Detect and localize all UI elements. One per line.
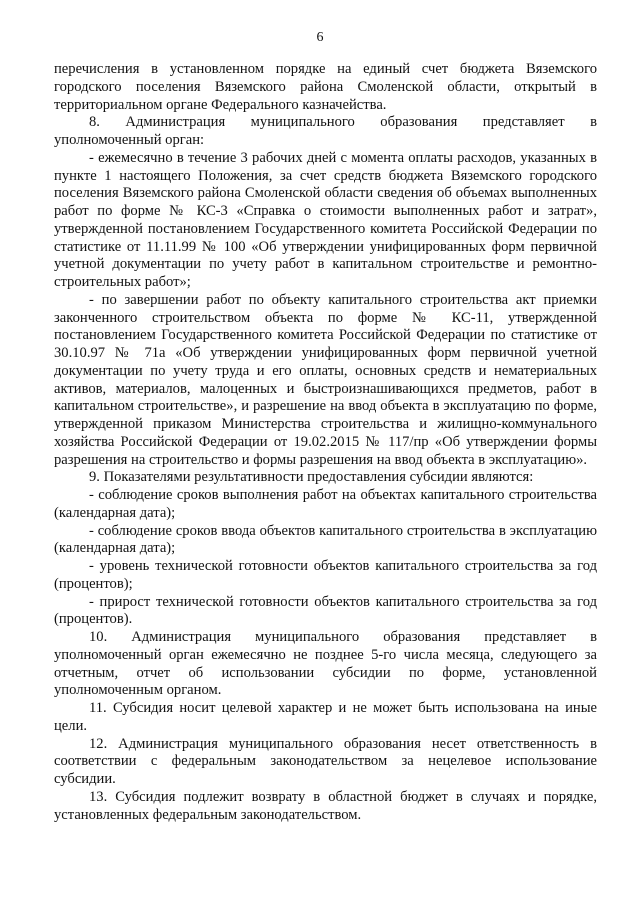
list-item-completion-act: - по завершении работ по объекту капитального строительства акт приемки законченного строительством объекта по форме № КС-11, утвержденной постановлением Государственного комитета Российской Федерации по статистике от 30.10.97 № 71а «Об утверждении унифицированных форм первичной учетной документации по учету труда и его оплаты, основных средств и нематериальных активов, материалов, малоценных и быстроизнашивающихся предметов, работ в капитальном строительстве», и разрешение на ввод объекта в эксплуатацию по форме, утвержденной приказом Министерства строительства и жилищно-коммунального хозяйства Российской Федерации от 19.02.2015 № 117/пр «Об утверждении формы разрешения на строительство и формы разрешения на ввод объекта в эксплуатацию». xyxy=(54,291,597,468)
list-item-readiness-level: - уровень технической готовности объектов капитального строительства за год (процентов); xyxy=(54,558,597,592)
list-item-work-deadlines: - соблюдение сроков выполнения работ на объектах капитального строительства (календарная дата); xyxy=(54,487,597,521)
list-item-monthly-report: - ежемесячно в течение 3 рабочих дней с момента оплаты расходов, указанных в пункте 1 настоящего Положения, за счет средств бюджета Вяземского городского поселения Вяземского района Смоленской области сведения об объемах выполненных работ по форме № КС-3 «Справка о стоимости выполненных работ и затрат», утвержденной постановлением Государственного комитета Российской Федерации по статистике от 11.11.99 № 100 «Об утверждении унифицированных форм первичной учетной документации по учету работ в капитальном строительстве и ремонтно-строительных работ»; xyxy=(54,149,597,290)
document-body xyxy=(54,61,597,824)
paragraph-item-8: 8. Администрация муниципального образования представляет в уполномоченный орган: xyxy=(54,114,597,148)
paragraph-budget-account: перечисления в установленном порядке на единый счет бюджета Вяземского городского поселения Вяземского района Смоленской области, открытый в территориальном органе Федерального казначейства. xyxy=(54,61,597,113)
list-item-commissioning-deadlines: - соблюдение сроков ввода объектов капитального строительства в эксплуатацию (календарная дата); xyxy=(54,522,597,557)
paragraph-item-11: 11. Субсидия носит целевой характер и не может быть использована на иные цели. xyxy=(54,700,597,734)
page-number: 6 xyxy=(316,30,324,45)
paragraph-item-9: 9. Показателями результативности предоставления субсидии являются: xyxy=(89,469,534,486)
list-item-readiness-growth: - прирост технической готовности объектов капитального строительства за год (процентов). xyxy=(54,593,597,628)
paragraph-item-13: 13. Субсидия подлежит возврату в областной бюджет в случаях и порядке, установленных федеральным законодательством. xyxy=(54,788,597,823)
paragraph-item-12: 12. Администрация муниципального образования несет ответственность в соответствии с федеральным законодательством за нецелевое использование субсидии. xyxy=(54,735,597,787)
paragraph-item-10: 10. Администрация муниципального образования представляет в уполномоченный орган ежемесячно не позднее 5-го числа месяца, следующего за отчетным, отчет об использовании субсидии по форме, установленной уполномоченным органом. xyxy=(54,629,597,699)
